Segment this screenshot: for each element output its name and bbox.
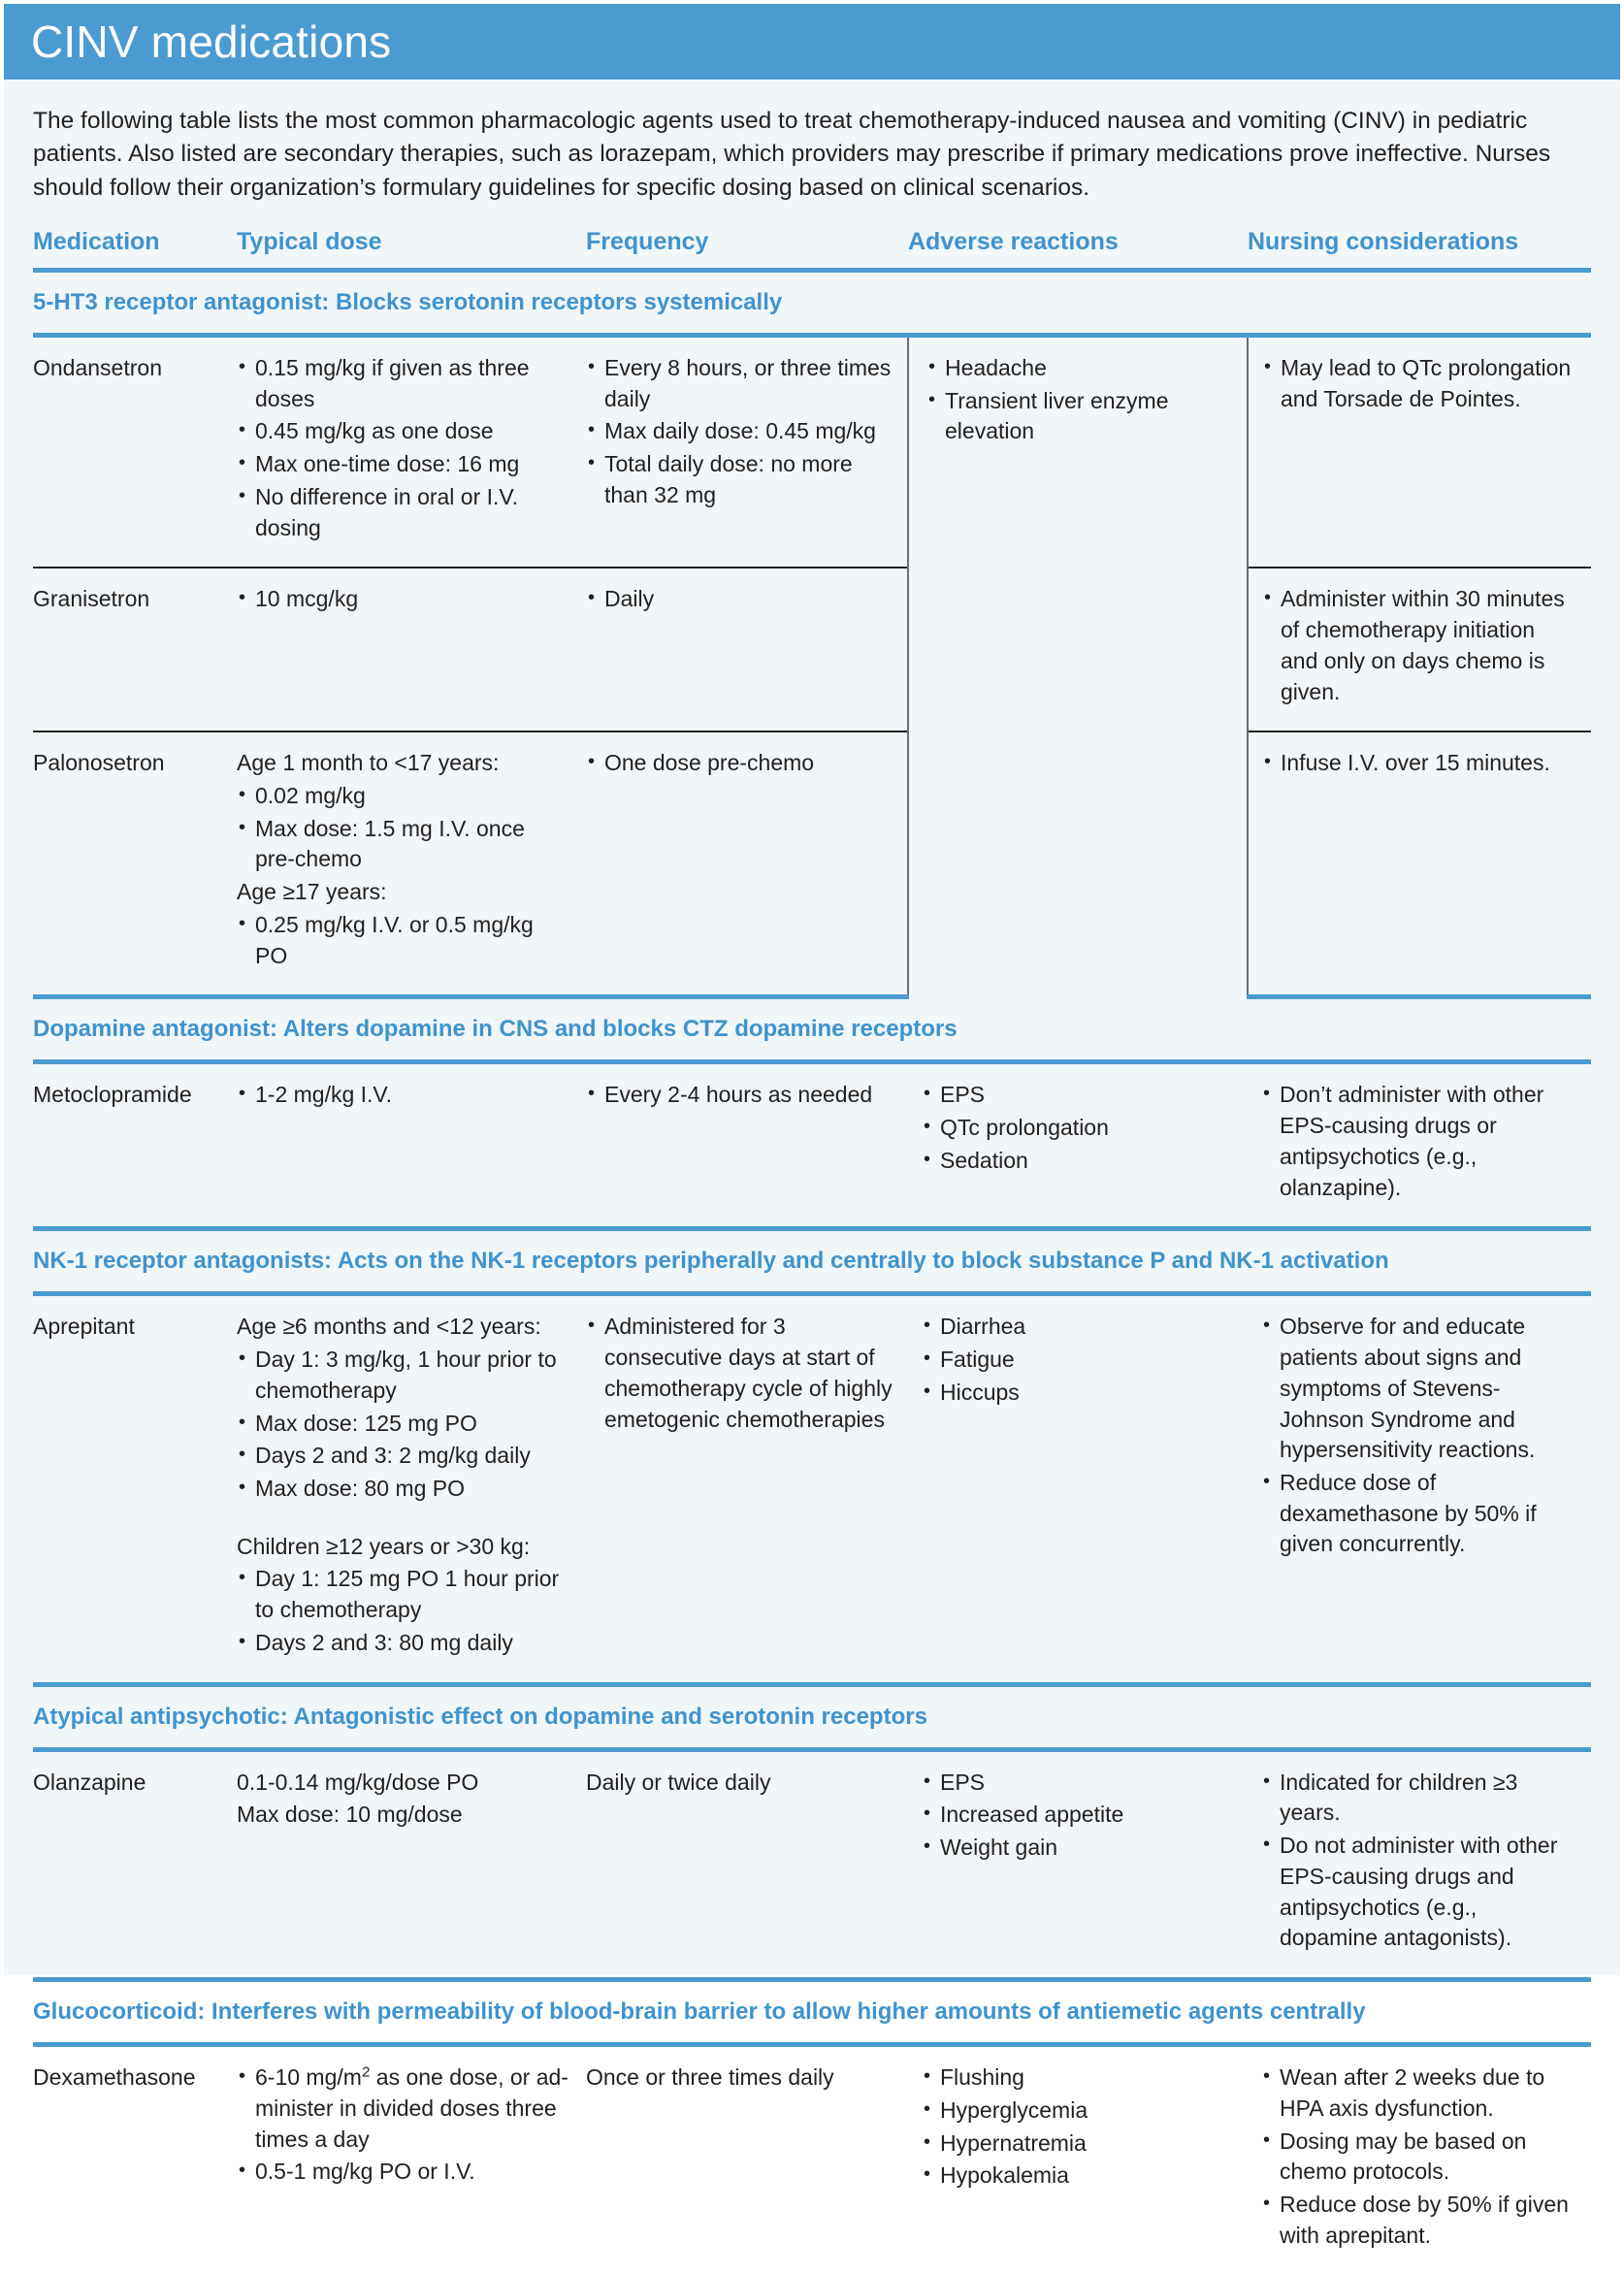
column-header-adverse-reactions: Adverse reactions <box>908 228 1248 271</box>
cell-adverse-aprepitant <box>908 1294 1248 1684</box>
table-row <box>33 1749 1591 1979</box>
list-item: • 0.5-1 mg/kg PO or I.V. <box>237 2157 570 2188</box>
dose-group-label: Age ≥6 months and <12 years: <box>237 1314 541 1340</box>
table-row <box>33 1294 1591 1684</box>
cell-medication-ondansetron: Ondansetron <box>33 354 162 380</box>
list-item: • Sedation <box>922 1146 1232 1177</box>
nursing-list <box>1261 2063 1575 2251</box>
list-item: • Max dose: 125 mg PO <box>237 1409 570 1440</box>
nursing-list <box>1262 584 1575 707</box>
cell-frequency-dexamethasone <box>586 2045 908 2274</box>
list-item: • Dosing may be based on chemo protocols. <box>1261 2127 1575 2188</box>
cell-nursing-granisetron <box>1248 568 1591 731</box>
cell-nursing-aprepitant <box>1248 1294 1591 1684</box>
list-item: • Every 8 hours, or three times daily <box>586 353 892 414</box>
list-item: • Max one-time dose: 16 mg <box>237 449 570 480</box>
cell-nursing-ondansetron <box>1248 335 1591 568</box>
section-header-row <box>33 1229 1591 1294</box>
dose-list <box>237 1080 570 1111</box>
adverse-list <box>922 1080 1232 1176</box>
list-item: • Days 2 and 3: 80 mg daily <box>237 1628 570 1659</box>
cell-dose-dexamethasone <box>237 2045 586 2274</box>
list-item: • Day 1: 125 mg PO 1 hour prior to chemotherapy <box>237 1564 570 1625</box>
list-item: • Wean after 2 weeks due to HPA axis dysfunction. <box>1261 2063 1575 2124</box>
list-item: • Day 1: 3 mg/kg, 1 hour prior to chemotherapy <box>237 1345 570 1406</box>
list-item: • Max dose: 80 mg PO <box>237 1474 570 1505</box>
nursing-list <box>1262 353 1575 414</box>
list-item: • Don’t administer with other EPS-causing drugs or antipsychotics (e.g., olanzapine). <box>1261 1080 1575 1203</box>
table-container <box>4 211 1620 2274</box>
cell-nursing-olanzapine <box>1248 1749 1591 1979</box>
list-item: • Max dose: 1.5 mg I.V. once pre-chemo <box>237 814 570 875</box>
section-header-row <box>33 1684 1591 1749</box>
adverse-list <box>926 353 1231 447</box>
list-item: • Total daily dose: no more than 32 mg <box>586 449 892 510</box>
list-item: • Infuse I.V. over 15 minutes. <box>1262 748 1575 779</box>
list-item: • Fatigue <box>922 1345 1232 1376</box>
list-item: • Hypernatremia <box>922 2128 1232 2160</box>
list-item: • 6-10 $mg/m^2$ as one dose, or ad-minister in divided doses three times a day <box>237 2063 570 2155</box>
list-item: • Transient liver enzyme elevation <box>926 386 1231 447</box>
cell-frequency-metoclopramide <box>586 1062 908 1229</box>
list-item: • EPS <box>922 1768 1232 1799</box>
list-item: • 0.45 mg/kg as one dose <box>237 416 570 447</box>
dose-list-group-1 <box>237 781 570 875</box>
list-item: • Increased appetite <box>922 1800 1232 1831</box>
table-body <box>33 270 1591 2274</box>
adverse-list <box>922 1312 1232 1408</box>
cell-dose-metoclopramide <box>237 1062 586 1229</box>
list-item: • Days 2 and 3: 2 mg/kg daily <box>237 1441 570 1472</box>
dose-group-label: Children ≥12 years or >30 kg: <box>237 1533 531 1559</box>
cell-medication-granisetron: Granisetron <box>33 568 237 731</box>
cell-medication-metoclopramide: Metoclopramide <box>33 1062 237 1229</box>
dose-group-label: Age 1 month to <17 years: <box>237 750 500 776</box>
cell-frequency-aprepitant <box>586 1294 908 1684</box>
cell-medication-palonosetron: Palonosetron <box>33 731 237 997</box>
list-item: • Hiccups <box>922 1378 1232 1409</box>
list-item: • Hypokalemia <box>922 2160 1232 2192</box>
cell-nursing-metoclopramide <box>1248 1062 1591 1229</box>
column-header-frequency: Frequency <box>586 228 908 271</box>
frequency-list <box>586 353 892 511</box>
column-header-nursing-considerations: Nursing considerations <box>1248 228 1591 271</box>
intro-paragraph: The following table lists the most common pharmacologic agents used to treat chemotherapy-induced nausea and vomiting (CINV) in pediatric patients. Also listed are secondary therapies, such as lorazepam, which providers may prescribe if primary medications prove ineffective. Nurses should follow their organization’s formulary guidelines for specific dosing based on clinical scenarios. <box>33 108 1551 201</box>
dose-text: Max dose: 10 mg/dose <box>237 1802 463 1828</box>
cell-medication-dexamethasone: Dexamethasone <box>33 2064 196 2091</box>
section-heading-atypical-antipsychotic: Atypical antipsychotic: Antagonistic effect on dopamine and serotonin receptors <box>33 1684 1591 1749</box>
list-item: • Indicated for children ≥3 years. <box>1261 1768 1575 1829</box>
table-row <box>33 2045 1591 2274</box>
list-item: • QTc prolongation <box>922 1113 1232 1144</box>
dose-list <box>237 353 570 543</box>
table-row <box>33 1062 1591 1229</box>
list-item: • Observe for and educate patients about signs and symptoms of Stevens-Johnson Syndrome and hypersensitivity reactions. <box>1261 1312 1575 1466</box>
list-item: • 0.25 mg/kg I.V. or 0.5 mg/kg PO <box>237 910 570 971</box>
cell-dose-palonosetron <box>237 731 586 997</box>
list-item: • May lead to QTc prolongation and Torsade de Pointes. <box>1262 353 1575 414</box>
page-header-bar <box>4 4 1620 80</box>
table-row <box>33 335 1591 568</box>
dose-list <box>237 584 570 615</box>
cell-medication-olanzapine: Olanzapine <box>33 1749 237 1979</box>
column-header-medication: Medication <box>33 228 237 271</box>
list-item: • No difference in oral or I.V. dosing <box>237 482 570 543</box>
frequency-list <box>586 748 892 779</box>
dose-list-group-1 <box>237 1345 570 1505</box>
dose-text: 0.1-0.14 mg/kg/dose PO <box>237 1769 479 1795</box>
cinv-medications-table <box>33 228 1591 2274</box>
cell-dose-ondansetron <box>237 335 586 568</box>
cell-adverse-dexamethasone <box>908 2045 1248 2274</box>
adverse-list <box>922 1768 1232 1864</box>
section-heading-nk1-receptor-antagonists: NK-1 receptor antagonists: Acts on the NK-1 receptors peripherally and centrally to block substance P and NK-1 activation <box>33 1229 1591 1294</box>
dose-list-group-2 <box>237 1564 570 1658</box>
page-title: CINV medications <box>31 16 392 67</box>
cell-adverse-5ht3-merged <box>908 335 1248 996</box>
column-header-row <box>33 228 1591 271</box>
section-header-row <box>33 997 1591 1062</box>
section-heading-dopamine-antagonist: Dopamine antagonist: Alters dopamine in CNS and blocks CTZ dopamine receptors <box>33 997 1591 1062</box>
list-item: • Weight gain <box>922 1833 1232 1864</box>
cell-adverse-metoclopramide <box>908 1062 1248 1229</box>
nursing-list <box>1261 1768 1575 1954</box>
cell-dose-aprepitant <box>237 1294 586 1684</box>
nursing-list <box>1261 1312 1575 1560</box>
cell-dose-olanzapine <box>237 1749 586 1979</box>
list-item: • Max daily dose: 0.45 mg/kg <box>586 416 892 447</box>
list-item: • Every 2-4 hours as needed <box>586 1080 893 1111</box>
frequency-list <box>586 1312 893 1435</box>
list-item: • Flushing <box>922 2063 1232 2094</box>
list-item: • 0.02 mg/kg <box>237 781 570 812</box>
adverse-list <box>922 2063 1232 2192</box>
section-header-row <box>33 270 1591 335</box>
list-item: • Administer within 30 minutes of chemotherapy initiation and only on days chemo is given. <box>1262 584 1575 707</box>
list-item: • Headache <box>926 353 1231 384</box>
cell-nursing-dexamethasone <box>1248 2045 1591 2274</box>
table-head <box>33 228 1591 271</box>
dose-group-label: Age ≥17 years: <box>237 879 387 905</box>
list-item: • Hyperglycemia <box>922 2095 1232 2127</box>
column-header-typical-dose: Typical dose <box>237 228 586 271</box>
cell-frequency-granisetron <box>586 568 908 731</box>
section-heading-glucocorticoid: Glucocorticoid: Interferes with permeability of blood-brain barrier to allow higher amounts of antiemetic agents centrally <box>33 1980 1591 2045</box>
list-item: • One dose pre-chemo <box>586 748 892 779</box>
nursing-list <box>1262 748 1575 779</box>
list-item: • Daily <box>586 584 892 615</box>
cell-medication-aprepitant: Aprepitant <box>33 1294 237 1684</box>
list-item: • Administered for 3 consecutive days at start of chemotherapy cycle of highly emetogenic chemotherapies <box>586 1312 893 1435</box>
cell-adverse-olanzapine <box>908 1749 1248 1979</box>
list-item: • 10 mcg/kg <box>237 584 570 615</box>
list-item: • EPS <box>922 1080 1232 1111</box>
section-heading-5ht3: 5-HT3 receptor antagonist: Blocks serotonin receptors systemically <box>33 270 1591 335</box>
dose-list-group-2 <box>237 910 570 971</box>
nursing-list <box>1261 1080 1575 1203</box>
cell-frequency-olanzapine <box>586 1749 908 1979</box>
cell-frequency-palonosetron <box>586 731 908 997</box>
list-item: • Do not administer with other EPS-causing drugs and antipsychotics (e.g., dopamine antagonists). <box>1261 1831 1575 1954</box>
frequency-text: Once or three times daily <box>586 2064 834 2091</box>
frequency-list <box>586 584 892 615</box>
list-item: • Reduce dose by 50% if given with aprepitant. <box>1261 2190 1575 2251</box>
section-header-row <box>33 1980 1591 2045</box>
cell-nursing-palonosetron <box>1248 731 1591 997</box>
dose-list <box>237 2063 570 2188</box>
dose-group-spacer <box>237 1507 570 1532</box>
cell-dose-granisetron <box>237 568 586 731</box>
list-item: • 1-2 mg/kg I.V. <box>237 1080 570 1111</box>
list-item: • Diarrhea <box>922 1312 1232 1343</box>
table-row <box>33 731 1591 997</box>
frequency-text: Daily or twice daily <box>586 1769 771 1795</box>
list-item: • Reduce dose of dexamethasone by 50% if given concurrently. <box>1261 1468 1575 1560</box>
cell-frequency-ondansetron <box>586 335 908 568</box>
table-row <box>33 568 1591 731</box>
frequency-list <box>586 1080 893 1111</box>
list-item: • 0.15 mg/kg if given as three doses <box>237 353 570 414</box>
